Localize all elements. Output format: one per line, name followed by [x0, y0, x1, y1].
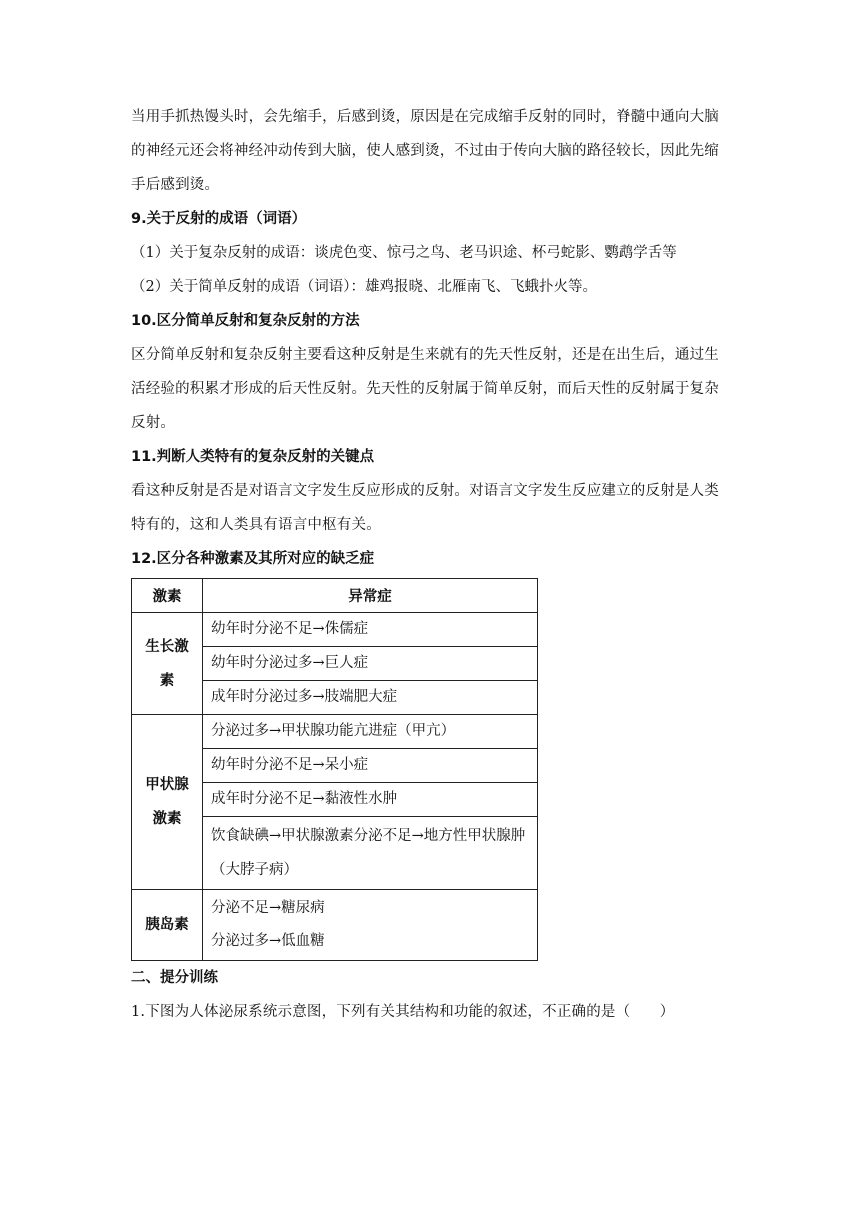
header-hormone: 激素: [132, 579, 203, 613]
table-header-row: [132, 579, 538, 613]
section-12-heading: 12.区分各种激素及其所对应的缺乏症: [131, 551, 375, 567]
table-row: [132, 890, 538, 961]
section-11-body: 看这种反射是否是对语言文字发生反应形成的反射。对语言文字发生反应建立的反射是人类特有的，这和人类具有语言中枢有关。: [131, 483, 719, 533]
section-10-heading: 10.区分简单反射和复杂反射的方法: [131, 313, 360, 329]
header-disorder: 异常症: [203, 579, 538, 613]
section-9-item-1: （1）关于复杂反射的成语：谈虎色变、惊弓之鸟、老马识途、杯弓蛇影、鹦鹉学舌等: [131, 245, 677, 261]
disorder-cell: 幼年时分泌不足→侏儒症: [203, 613, 538, 647]
table-row: [132, 613, 538, 647]
hormone-growth: 生长激素: [132, 613, 203, 715]
disorder-cell: 分泌过多→甲状腺功能亢进症（甲亢）: [203, 715, 538, 749]
disorder-cell: 饮食缺碘→甲状腺激素分泌不足→地方性甲状腺肿（大脖子病）: [203, 817, 538, 890]
table-row: [132, 715, 538, 749]
document-page: [131, 100, 731, 1029]
disorder-line: 分泌过多→低血糖: [211, 933, 325, 949]
disorder-line: 分泌不足→糖尿病: [211, 900, 325, 916]
section-11-heading: 11.判断人类特有的复杂反射的关键点: [131, 449, 375, 465]
section-9-item-2: （2）关于简单反射的成语（词语）：雄鸡报晓、北雁南飞、飞蛾扑火等。: [131, 279, 597, 295]
hormone-table: [131, 578, 538, 961]
question-1: 1.下图为人体泌尿系统示意图，下列有关其结构和功能的叙述，不正确的是（ ）: [131, 1004, 675, 1020]
disorder-cell: 幼年时分泌过多→巨人症: [203, 647, 538, 681]
disorder-cell-stack: [203, 890, 538, 961]
section-10-body: 区分简单反射和复杂反射主要看这种反射是生来就有的先天性反射，还是在出生后，通过生活经验的积累才形成的后天性反射。先天性的反射属于简单反射，而后天性的反射属于复杂反射。: [131, 347, 719, 431]
disorder-cell: 成年时分泌过多→肢端肥大症: [203, 681, 538, 715]
intro-paragraph: 当用手抓热馒头时，会先缩手，后感到烫，原因是在完成缩手反射的同时，脊髓中通向大脑的神经元还会将神经冲动传到大脑，使人感到烫，不过由于传向大脑的路径较长，因此先缩手后感到烫。: [131, 109, 719, 193]
part-2-heading: 二、提分训练: [131, 970, 218, 986]
hormone-thyroid: 甲状腺激素: [132, 715, 203, 890]
section-9-heading: 9.关于反射的成语（词语）: [131, 211, 307, 227]
disorder-cell: 幼年时分泌不足→呆小症: [203, 749, 538, 783]
disorder-cell: 成年时分泌不足→黏液性水肿: [203, 783, 538, 817]
hormone-insulin: 胰岛素: [132, 890, 203, 961]
